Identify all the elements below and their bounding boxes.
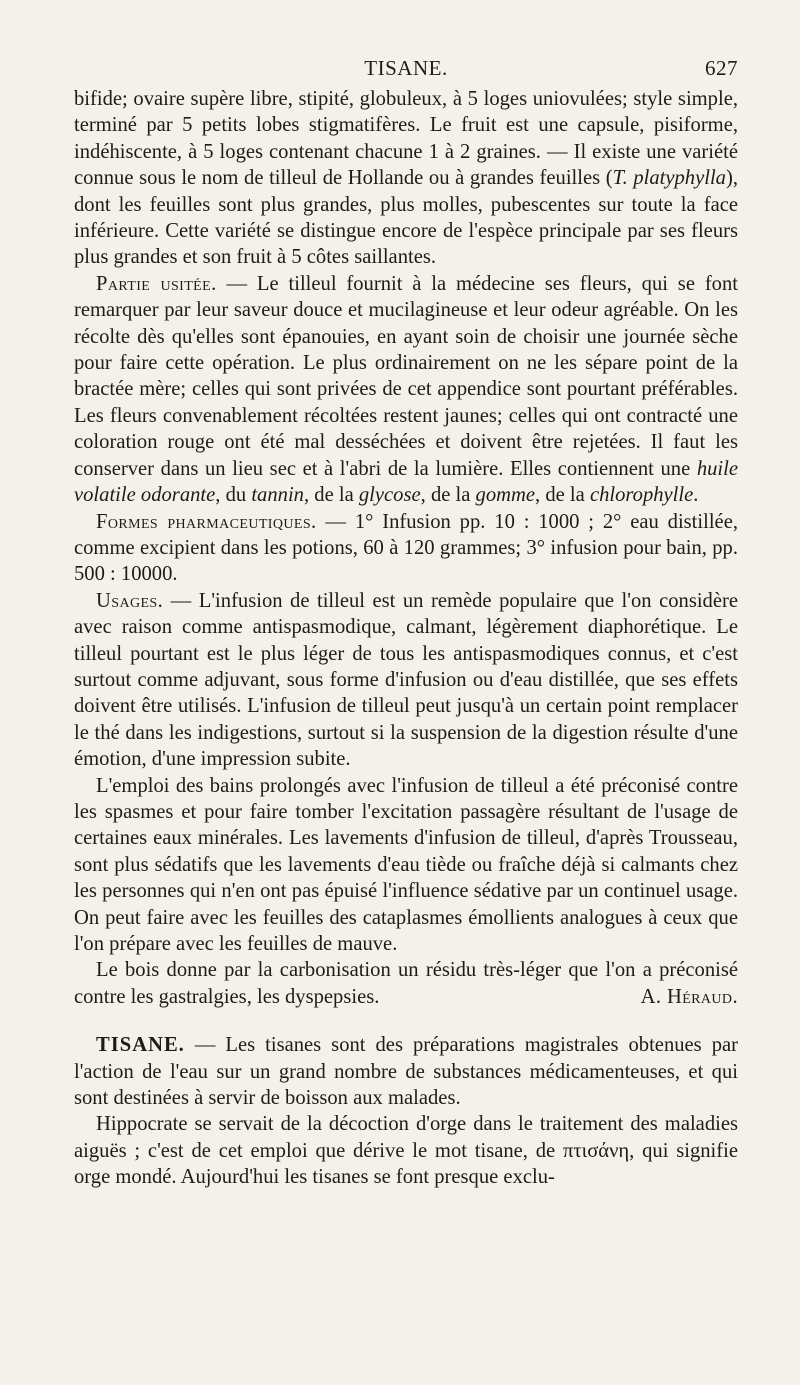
species-name: T. platyphylla [612,167,726,190]
entry-heading: TISANE. [96,1034,185,1057]
text-run: — Le tilleul fournit à la médecine ses fleurs, qui se font remarquer par leur saveur douce et mucilagineuse et leur odeur agréable. On les récolte dès qu'elles sont épanouies, en ayant soin de choisir une journée sèche pour faire cette opération. Le plus ordinairement on ne les sépare point de la bractée mère; celles qui sont privées de cet appendice sont pourtant préférables. Les fleurs convenablement récoltées restent jaunes; celles qui ont contracté une coloration rouge ont été mal desséchées et doivent être rejetées. Il faut les conserver dans un lieu sec et à l'abri de la lumière. Elles contiennent une [74,272,738,480]
page-number: 627 [705,56,738,80]
text-run: — Les tisanes sont des préparations magistrales obtenues par l'action de l'eau sur un grand nombre de substances médicamenteuses, et qui sont destinées à servir de boisson aux malades. [74,1034,738,1110]
paragraph-formes-pharmaceutiques [74,509,738,588]
paragraph-tisane [74,1032,738,1111]
paragraph-bois [74,957,738,1010]
section-heading: Partie usitée. [96,272,217,295]
text-run: , de la [303,484,359,507]
text-run: , du [215,484,252,507]
paragraph-description [74,86,738,271]
italic-term: glycose [358,484,421,507]
paragraph-hippocrate: Hippocrate se servait de la décoction d'orge dans le traitement des maladies aiguës ; c'est de cet emploi que dérive le mot tisane, de πτισάνη, qui signifie orge mondé. Aujourd'hui les tisanes se font presque exclu- [74,1113,738,1189]
author-signature: A. Héraud. [640,985,738,1008]
section-heading: Usages. [96,589,164,612]
paragraph-usages [74,588,738,773]
text-run: . [693,484,699,507]
italic-term: gomme [475,484,536,507]
text-run: ), dont les feuilles sont plus grandes, plus molles, pubescentes sur toute la face inférieure. Cette variété se distingue encore de l'espèce principale par ses fleurs plus grandes et son fruit à 5 côtes saillantes. [74,167,738,269]
paragraph-bains: L'emploi des bains prolongés avec l'infusion de tilleul a été préconisé contre les spasmes et pour faire tomber l'excitation passagère résultant de l'usage de certaines eaux minérales. Les lavements d'infusion de tilleul, d'après Trousseau, sont plus sédatifs que les lavements d'eau tiède ou fraîche déjà si calmants chez les personnes qui n'en ont pas épuisé l'influence sédative par un continuel usage. On peut faire avec les feuilles des cataplasmes émollients analogues à ceux que l'on prépare avec les feuilles de mauve. [74,774,738,955]
section-heading: Formes pharmaceutiques. [96,510,317,533]
text-run: — 1° Infusion pp. 10 : 1000 ; 2° eau distillée, comme excipient dans les potions, 60 à 120 grammes; 3° infusion pour bain, pp. 500 : 10000. [74,510,738,586]
italic-term: huile volatile odorante [74,457,738,507]
text-run: , de la [420,484,476,507]
text-run: Le bois donne par la carbonisation un résidu très-léger que l'on a préconisé contre les gastralgies, les dyspepsies. [74,959,738,1008]
italic-term: tannin [251,484,304,507]
running-title: TISANE. [364,56,448,80]
italic-term: chlorophylle [589,484,694,507]
text-run: — L'infusion de tilleul est un remède populaire que l'on considère avec raison comme antispasmodique, calmant, légèrement diaphorétique. Le tilleul pourtant est le plus léger de tous les antispasmodiques connus, et c'est surtout comme adjuvant, sous forme d'infusion ou d'eau distillée, que ses effets doivent être utilisés. L'infusion de tilleul peut jusqu'à un certain point remplacer le thé dans les indigestions, surtout si la suspension de la digestion résulte d'une émotion, d'une impression subite. [74,589,738,771]
running-header [74,56,738,86]
text-run: bifide; ovaire supère libre, stipité, globuleux, à 5 loges uniovulées; style simple, terminé par 5 petits lobes stigmatifères. Le fruit est une capsule, pisiforme, indéhiscente, à 5 loges contenant chacune 1 à 2 graines. — Il existe une variété connue sous le nom de tilleul de Hollande ou à grandes feuilles ( [74,88,738,190]
text-run: , de la [535,484,590,507]
page-body [74,86,738,1191]
paragraph-partie-usitee [74,271,738,509]
